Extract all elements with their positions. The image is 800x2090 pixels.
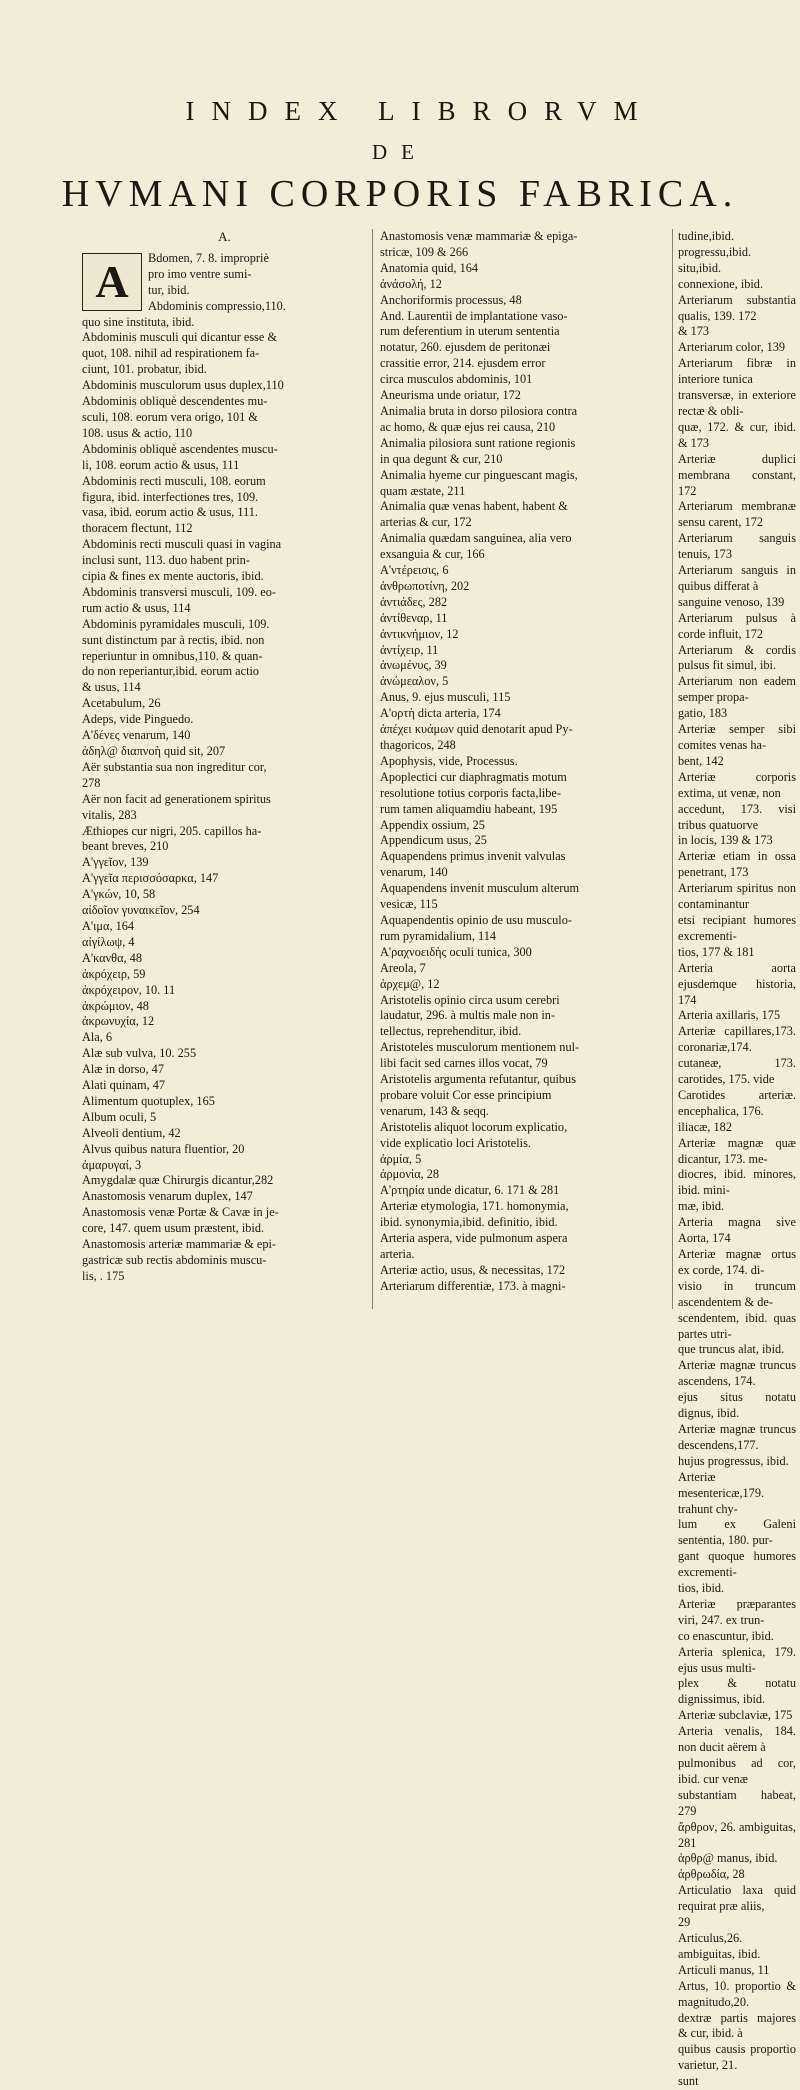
index-entry-line: ἀνάσολή, 12 xyxy=(380,276,442,291)
index-entry-line: li, 108. eorum actio & usus, 111 xyxy=(82,457,240,472)
index-entry-line: Abdominis obliquè ascendentes muscu- xyxy=(82,441,278,456)
index-entry-line: Aër non facit ad generationem spiritus xyxy=(82,791,271,806)
index-entry-line: Arteria splenica, 179. ejus usus multi- xyxy=(678,1644,796,1675)
index-entry-line: dextræ partis majores & cur, ibid. à xyxy=(678,2010,796,2041)
entries-col2 xyxy=(380,229,668,1295)
index-entry-line: ἀρμία, 5 xyxy=(380,1151,422,1166)
index-entry-line: sunt distinctum par à rectis, ibid. non xyxy=(82,632,265,647)
index-entry-line: ἀνωμένυς, 39 xyxy=(380,658,447,673)
index-entry-line: Ala, 6 xyxy=(82,1030,113,1045)
index-entry-line: ἀντίθεναρ, 11 xyxy=(380,610,448,625)
index-entry-line: Arteriarum differentiæ, 173. à magni- xyxy=(380,1278,566,1293)
index-entry-line: inclusi sunt, 113. duo habent prin- xyxy=(82,553,250,568)
index-entry-line: Alvus quibus natura fluentior, 20 xyxy=(82,1141,245,1156)
index-entry-line: Arteria magna sive Aorta, 174 xyxy=(678,1215,796,1246)
index-entry-line: Adeps, vide Pinguedo. xyxy=(82,712,194,727)
index-entry-line: Anastomosis venæ Portæ & Cavæ in je- xyxy=(82,1205,279,1220)
index-entry-line: Anastomosis arteriæ mammariæ & epi- xyxy=(82,1237,276,1252)
index-entry-line: Arteriarum substantia qualis, 139. 172 xyxy=(678,292,796,323)
index-entry-line: diocres, ibid. minores, ibid. mini- xyxy=(678,1167,796,1198)
index-entry-line: crassitie error, 214. ejusdem error xyxy=(380,356,546,371)
index-entry-line: laudatur, 296. à multis male non in- xyxy=(380,1008,556,1023)
index-entry-line: Arteriæ subclaviæ, 175 xyxy=(678,1708,793,1723)
index-entry-line: scendentem, ibid. quas partes utri- xyxy=(678,1310,796,1341)
index-entry-line: Arteriarum pulsus à corde influit, 172 xyxy=(678,610,796,641)
index-entry-line: in locis, 139 & 173 xyxy=(678,833,773,848)
index-entry-line: substantiam habeat, 279 xyxy=(678,1787,796,1818)
index-entry-line: vesicæ, 115 xyxy=(380,897,438,912)
entries-col1 xyxy=(82,251,367,1285)
index-entry-line: rum deferentium in uterum sententia xyxy=(380,324,560,339)
index-entry-line: Artus, 10. proportio & magnitudo,20. xyxy=(678,1978,796,2009)
index-entry-line: plex & notatu dignissimus, ibid. xyxy=(678,1676,796,1707)
column-1 xyxy=(82,229,367,1285)
index-entry-line: Alæ in dorso, 47 xyxy=(82,1062,164,1077)
index-entry-line: Æthiopes cur nigri, 205. capillos ha- xyxy=(82,823,262,838)
index-entry-line: Arteriæ etiam in ossa penetrant, 173 xyxy=(678,849,796,880)
index-entry-line: tellectus, reprehenditur, ibid. xyxy=(380,1024,522,1039)
index-entry-line: libi facit sed carnes illos vocat, 79 xyxy=(380,1056,548,1071)
column-rule-left xyxy=(372,229,373,1309)
index-entry-line: figura, ibid. interfectiones tres, 109. xyxy=(82,489,259,504)
index-entry-line: Aquapendens primus invenit valvulas xyxy=(380,849,566,864)
index-entry-line: tudine,ibid. progressu,ibid. situ,ibid. xyxy=(678,229,752,275)
index-entry-line: Arteria axillaris, 175 xyxy=(678,1008,781,1023)
index-entry-line: Arteriarum & cordis pulsus fit simul, ibi. xyxy=(678,642,796,673)
index-entry-line: ἀκρόχειρον, 10. 11 xyxy=(82,982,176,997)
index-entry-line: quo sine instituta, ibid. xyxy=(82,314,195,329)
index-entry-line: ibid. synonymia,ibid. definitio, ibid. xyxy=(380,1215,558,1230)
index-entry-line: A'γγεῖα περισσόσαρκα, 147 xyxy=(82,871,219,886)
index-entry-line: Abdominis transversi musculi, 109. eo- xyxy=(82,584,276,599)
index-entry-line: Arteriæ semper sibi comites venas ha- xyxy=(678,722,796,752)
index-entry-line: pro imo ventre sumi- xyxy=(148,266,252,281)
index-entry-line: connexione, ibid. xyxy=(678,276,764,291)
index-entry-line: ἀρχεμ@, 12 xyxy=(380,976,440,991)
index-entry-line: A'δένες venarum, 140 xyxy=(82,728,191,743)
index-entry-line: Aquapendentis opinio de usu musculo- xyxy=(380,912,572,927)
index-entry-line: beant breves, 210 xyxy=(82,839,169,854)
index-entry-line: Arteriæ magnæ truncus descendens,177. xyxy=(678,1421,796,1452)
index-entry-line: quot, 108. nihil ad respirationem fa- xyxy=(82,346,260,361)
index-entry-line: Abdominis compressio,110. xyxy=(148,298,286,313)
index-entry-line: pulmonibus ad cor, ibid. cur venæ xyxy=(678,1756,796,1786)
index-entry-line: Arteriæ corporis extima, ut venæ, non xyxy=(678,769,796,800)
index-entry-line: 278 xyxy=(82,775,101,790)
index-entry-line: gant quoque humores excrementi- xyxy=(678,1549,796,1580)
index-entry-line: bent, 142 xyxy=(678,753,724,768)
index-entry-line: Arteriæ magnæ quæ dicantur, 173. me- xyxy=(678,1135,796,1166)
index-entry-line: Arteriarum non eadem semper propa- xyxy=(678,674,796,705)
index-entry-line: ἀπέχει κυάμων quid denotarit apud Py- xyxy=(380,722,573,737)
index-entry-line: Abdominis musculorum usus duplex,110 xyxy=(82,378,284,393)
index-entry-line: rum actio & usus, 114 xyxy=(82,600,191,615)
index-entry-line: A'ντέρεισις, 6 xyxy=(380,563,449,578)
index-entry-line: Arteria aorta ejusdemque historia, 174 xyxy=(678,960,796,1007)
index-entry-line: Animalia quædam sanguinea, alia vero xyxy=(380,531,572,546)
index-entry-line: Arteriarum sanguis tenuis, 173 xyxy=(678,531,796,562)
index-entry-line: quam æstate, 211 xyxy=(380,483,466,498)
index-entry-line: Arteriarum membranæ sensu carent, 172 xyxy=(678,499,796,530)
index-entry-line: reperiuntur in omnibus,110. & quan- xyxy=(82,648,263,663)
index-entry-line: ἀρθρ@ manus, ibid. xyxy=(678,1851,778,1866)
index-entry-line: ἀντικνήμιον, 12 xyxy=(380,626,459,641)
index-entry-line: Appendicum usus, 25 xyxy=(380,833,487,848)
index-entry-line: Anastomosis venarum duplex, 147 xyxy=(82,1189,253,1204)
index-entry-line: Arteriæ magnæ truncus ascendens, 174. xyxy=(678,1358,796,1389)
index-entry-line: venarum, 140 xyxy=(380,865,448,880)
index-entry-line: sculi, 108. eorum vera origo, 101 & xyxy=(82,409,258,424)
index-entry-line: core, 147. quem usum præstent, ibid. xyxy=(82,1221,265,1236)
index-entry-line: Arteriarum sanguis in quibus differat à xyxy=(678,563,796,593)
index-entry-line: Aristotelis aliquot locorum explicatio, xyxy=(380,1119,568,1134)
title-line-1: INDEX LIBRORVM xyxy=(185,96,655,126)
column-rule-right xyxy=(672,229,673,1309)
index-entry-line: A'ιμα, 164 xyxy=(82,918,135,933)
title-line-3: HVMANI CORPORIS FABRICA. xyxy=(61,173,739,215)
index-entry-line: ἀντιάδες, 282 xyxy=(380,594,448,609)
index-entry-line: arteria. xyxy=(380,1247,415,1261)
index-entry-line: Bdomen, 7. 8. impropriè xyxy=(148,250,269,265)
index-entry-line: vasa, ibid. eorum actio & usus, 111. xyxy=(82,505,258,520)
index-entry-line: visio in truncum ascendentem & de- xyxy=(678,1278,796,1309)
index-entry-line: A'ορτὴ dicta arteria, 174 xyxy=(380,706,501,721)
index-entry-line: ἀκρωνυχία, 12 xyxy=(82,1014,155,1029)
index-entry-line: Areola, 7 xyxy=(380,960,426,975)
index-entry-line: Arteria aspera, vide pulmonum aspera xyxy=(380,1231,568,1246)
index-entry-line: Arteriæ magnæ ortus ex corde, 174. di- xyxy=(678,1247,796,1277)
index-entry-line: Aristotelis opinio circa usum cerebri xyxy=(380,992,560,1007)
index-entry-line: circa musculos abdominis, 101 xyxy=(380,372,533,387)
index-entry-line: And. Laurentii de implantatione vaso- xyxy=(380,308,568,323)
index-entry-line: Alati quinam, 47 xyxy=(82,1078,165,1093)
index-entry-line: A'κανθα, 48 xyxy=(82,950,142,965)
index-entry-line: probare voluit Cor esse principium xyxy=(380,1087,552,1102)
index-entry-line: 108. usus & actio, 110 xyxy=(82,425,193,440)
index-entry-line: iliacæ, 182 xyxy=(678,1119,732,1134)
index-entry-line: Abdominis obliquè descendentes mu- xyxy=(82,394,268,409)
index-entry-line: gastricæ sub rectis abdominis muscu- xyxy=(82,1253,267,1267)
index-entry-line: A'γκών, 10, 58 xyxy=(82,887,156,902)
index-entry-line: Animalia bruta in dorso pilosiora contra xyxy=(380,403,578,418)
index-entry-line: Apophysis, vide, Processus. xyxy=(380,753,518,768)
index-entry-line: ἀνώμεαλον, 5 xyxy=(380,674,449,689)
index-entry-line: Aquapendens invenit musculum alterum xyxy=(380,881,580,896)
index-entry-line: cutaneæ, 173. carotides, 175. vide xyxy=(678,1056,796,1087)
index-entry-line: A'γγεῖον, 139 xyxy=(82,855,149,870)
index-entry-line: ἀκρόχειρ, 59 xyxy=(82,966,146,981)
index-entry-line: Alimentum quotuplex, 165 xyxy=(82,1093,215,1108)
index-entry-line: exsanguia & cur, 166 xyxy=(380,547,485,562)
section-letter: A. xyxy=(218,229,231,244)
index-entry-line: ἀρμονία, 28 xyxy=(380,1167,440,1182)
index-entry-line: Anchoriformis processus, 48 xyxy=(380,292,522,307)
index-entry-line: Appendix ossium, 25 xyxy=(380,817,485,832)
index-entry-line: ἀμαρυγαί, 3 xyxy=(82,1157,142,1172)
index-entry-line: thagoricos, 248 xyxy=(380,738,456,752)
index-entry-line: Arteriæ duplici membrana constant, 172 xyxy=(678,451,796,498)
index-entry-line: do non reperiantur,ibid. eorum actio xyxy=(82,664,260,679)
index-entry-line: tios, 177 & 181 xyxy=(678,944,755,959)
index-entry-line: Arteriæ actio, usus, & necessitas, 172 xyxy=(380,1262,566,1277)
index-entry-line: Aristoteles musculorum mentionem nul- xyxy=(380,1040,580,1055)
index-entry-line: quibus causis proportio varietur, 21. xyxy=(678,2042,796,2073)
index-entry-line: Arteriarum fibræ in interiore tunica xyxy=(678,356,796,387)
index-entry-line: Aër substantia sua non ingreditur cor, xyxy=(82,759,267,774)
index-entry-line: lis, . 175 xyxy=(82,1268,125,1283)
index-entry-line: ciunt, 101. probatur, ibid. xyxy=(82,362,207,377)
drop-cap-letter: A xyxy=(95,255,129,307)
index-entry-line: Articulatio laxa quid requirat præ aliis, xyxy=(678,1883,796,1914)
index-entry-line: stricæ, 109 & 266 xyxy=(380,244,469,259)
index-entry-line: ἄρθρον, 26. ambiguitas, 281 xyxy=(678,1819,796,1850)
index-entry-line: ac homo, & quæ ejus rei causa, 210 xyxy=(380,419,556,434)
index-entry-line: Arteriæ mesentericæ,179. trahunt chy- xyxy=(678,1469,765,1516)
index-entry-line: Animalia pilosiora sunt ratione regionis xyxy=(380,435,576,450)
index-entry-line: & usus, 114 xyxy=(82,680,141,695)
index-entry-line: Abdominis pyramidales musculi, 109. xyxy=(82,616,270,631)
column-3 xyxy=(678,229,796,2090)
index-entry-line: ἀκρώμιον, 48 xyxy=(82,998,149,1013)
index-entry-line: Animalia hyeme cur pinguescant magis, xyxy=(380,467,578,482)
index-entry-line: Abdominis recti musculi quasi in vagina xyxy=(82,537,282,552)
index-entry-line: transversæ, in exteriore rectæ & obli- xyxy=(678,388,796,418)
index-entry-line: Anatomia quid, 164 xyxy=(380,260,479,275)
index-entry-line: sanguine venoso, 139 xyxy=(678,594,785,609)
index-entry-line: hujus progressus, ibid. xyxy=(678,1453,789,1468)
index-entry-line: Aristotelis argumenta refutantur, quibus xyxy=(380,1072,576,1087)
index-entry-line: Abdominis musculi qui dicantur esse & xyxy=(82,330,278,345)
index-entry-line: sunt xyxy=(678,2074,699,2089)
index-entry-line: que truncus alat, ibid. xyxy=(678,1342,785,1357)
index-entry-line: ἀδηλ@ διαπνοὴ quid sit, 207 xyxy=(82,744,226,758)
index-entry-line: cipia & fines ex mente auctoris, ibid. xyxy=(82,569,264,584)
index-entry-line: Arteriæ præparantes viri, 247. ex trun- xyxy=(678,1596,796,1627)
index-entry-line: Articuli manus, 11 xyxy=(678,1962,770,1977)
index-entry-line: A'ραχνοειδὴς oculi tunica, 300 xyxy=(380,944,532,959)
index-entry-line: arterias & cur, 172 xyxy=(380,515,472,530)
index-entry-line: rum pyramidalium, 114 xyxy=(380,928,497,943)
index-entry-line: vide explicatio loci Aristotelis. xyxy=(380,1135,531,1150)
index-entry-line: lum ex Galeni sententia, 180. pur- xyxy=(678,1517,796,1548)
index-entry-line: resolutione totius corporis facta,libe- xyxy=(380,785,561,800)
index-entry-line: Arteriarum color, 139 xyxy=(678,340,786,355)
title-line-2: DE xyxy=(372,140,428,164)
index-entry-line: A'ρτηρία unde dicatur, 6. 171 & 281 xyxy=(380,1183,560,1198)
index-entry-line: Album oculi, 5 xyxy=(82,1109,157,1124)
index-entry-line: Amygdalæ quæ Chirurgis dicantur,282 xyxy=(82,1173,274,1188)
index-entry-line: tur, ibid. xyxy=(148,282,190,297)
index-entry-line: Aneurisma unde oriatur, 172 xyxy=(380,388,521,403)
index-entry-line: Abdominis recti musculi, 108. eorum xyxy=(82,473,266,488)
entries-col3 xyxy=(678,229,796,2090)
drop-cap xyxy=(82,253,142,311)
index-entry-line: Alæ sub vulva, 10. 255 xyxy=(82,1046,197,1061)
index-entry-line: tios, ibid. xyxy=(678,1581,725,1596)
index-entry-line: Articulus,26. ambiguitas, ibid. xyxy=(678,1930,761,1961)
index-entry-line: Arteriæ etymologia, 171. homonymia, xyxy=(380,1199,569,1214)
index-entry-line: Alveoli dentium, 42 xyxy=(82,1125,181,1140)
index-entry-line: thoracem flectunt, 112 xyxy=(82,521,193,536)
index-entry-line: rum tamen aliquamdiu habeant, 195 xyxy=(380,801,558,816)
index-entry-line: co enascuntur, ibid. xyxy=(678,1628,774,1643)
index-entry-line: ἀρθρωδία, 28 xyxy=(678,1867,745,1882)
index-entry-line: quæ, 172. & cur, ibid. & 173 xyxy=(678,419,796,450)
index-entry-line: Apoplectici cur diaphragmatis motum xyxy=(380,769,567,784)
index-entry-line: & 173 xyxy=(678,324,710,339)
index-entry-line: vitalis, 283 xyxy=(82,807,137,822)
index-entry-line: Arteriarum spiritus non contaminantur xyxy=(678,881,796,912)
index-entry-line: accedunt, 173. visi tribus quatuorve xyxy=(678,801,796,832)
index-entry-line: in qua degunt & cur, 210 xyxy=(380,451,503,466)
index-entry-line: αἰδοῖον γυναικεῖον, 254 xyxy=(82,903,200,918)
index-entry-line: Arteriæ capillares,173. coronariæ,174. xyxy=(678,1024,796,1055)
index-entry-line: Anastomosis venæ mammariæ & epiga- xyxy=(380,229,578,243)
index-entry-line: Animalia quæ venas habent, habent & xyxy=(380,499,568,514)
index-entry-line: ἀντίχειρ, 11 xyxy=(380,642,439,657)
index-entry-line: venarum, 143 & seqq. xyxy=(380,1103,489,1118)
index-entry-line: Arteria venalis, 184. non ducit aërem à xyxy=(678,1724,796,1755)
index-entry-line: etsi recipiant humores excrementi- xyxy=(678,912,796,943)
index-entry-line: αἰγίλωψ, 4 xyxy=(82,934,135,949)
index-entry-line: Carotides arteriæ. encephalica, 176. xyxy=(678,1087,796,1118)
index-entry-line: ejus situs notatu dignus, ibid. xyxy=(678,1390,796,1421)
index-entry-line: gatio, 183 xyxy=(678,706,728,721)
index-entry-line: notatur, 260. ejusdem de peritonæi xyxy=(380,340,551,355)
column-2 xyxy=(380,229,668,1295)
index-entry-line: Acetabulum, 26 xyxy=(82,696,161,711)
index-entry-line: mæ, ibid. xyxy=(678,1199,725,1214)
index-entry-line: 29 xyxy=(678,1915,691,1930)
index-entry-line: ἀνθρωποτίνη, 202 xyxy=(380,578,470,593)
index-entry-line: Anus, 9. ejus musculi, 115 xyxy=(380,690,511,705)
